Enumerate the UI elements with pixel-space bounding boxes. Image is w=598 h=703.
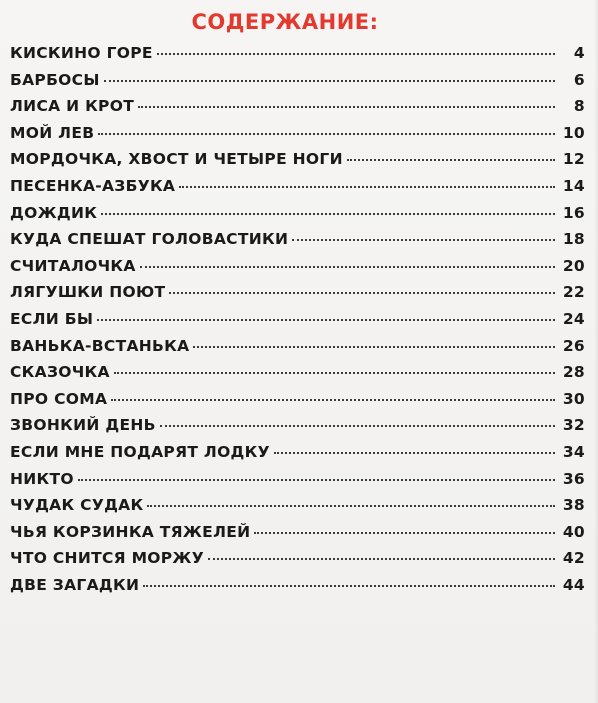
toc-entry	[10, 337, 585, 364]
table-of-contents	[10, 44, 585, 602]
toc-entry-title: ЕСЛИ МНЕ ПОДАРЯТ ЛОДКУ	[10, 442, 270, 461]
dot-leader	[138, 106, 555, 108]
toc-entry-title: ЛИСА И КРОТ	[10, 97, 135, 116]
toc-entry-title: МОРДОЧКА, ХВОСТ И ЧЕТЫРЕ НОГИ	[10, 150, 343, 169]
toc-page-number: 30	[562, 389, 585, 408]
toc-page-number: 18	[562, 230, 585, 249]
dot-leader	[274, 452, 555, 454]
toc-entry	[10, 71, 585, 98]
toc-page-number: 36	[562, 469, 585, 488]
toc-entry-title: ЗВОНКИЙ ДЕНЬ	[10, 416, 156, 435]
toc-page-number: 24	[562, 309, 585, 328]
toc-page-number: 44	[562, 575, 585, 594]
toc-page-number: 32	[562, 416, 585, 435]
toc-entry	[10, 576, 585, 603]
toc-entry	[10, 470, 585, 497]
dot-leader	[193, 346, 555, 348]
toc-entry	[10, 150, 585, 177]
toc-entry	[10, 443, 585, 470]
dot-leader	[169, 292, 555, 294]
toc-entry-title: ЛЯГУШКИ ПОЮТ	[10, 283, 166, 302]
dot-leader	[97, 319, 555, 321]
dot-leader	[140, 266, 555, 268]
toc-entry	[10, 44, 585, 71]
toc-page-number: 38	[562, 496, 585, 515]
toc-entry	[10, 177, 585, 204]
toc-entry	[10, 496, 585, 523]
toc-page-number: 42	[562, 549, 585, 568]
toc-entry-title: СЧИТАЛОЧКА	[10, 256, 136, 275]
toc-entry	[10, 390, 585, 417]
contents-heading: СОДЕРЖАНИЕ:	[191, 10, 379, 34]
dot-leader	[292, 239, 555, 241]
toc-entry	[10, 523, 585, 550]
toc-entry	[10, 204, 585, 231]
dot-leader	[78, 479, 555, 481]
page-edge-shadow	[594, 0, 598, 703]
toc-page-number: 26	[562, 336, 585, 355]
dot-leader	[111, 399, 555, 401]
dot-leader	[143, 585, 555, 587]
toc-page-number: 20	[562, 256, 585, 275]
toc-page-number: 12	[562, 150, 585, 169]
toc-entry-title: ЧТО СНИТСЯ МОРЖУ	[10, 549, 204, 568]
toc-entry-title: ЕСЛИ БЫ	[10, 309, 94, 328]
toc-page-number: 14	[562, 176, 585, 195]
toc-page-number: 22	[562, 283, 585, 302]
toc-page-number: 10	[562, 123, 585, 142]
dot-leader	[160, 425, 555, 427]
toc-entry	[10, 97, 585, 124]
dot-leader	[208, 558, 555, 560]
toc-entry-title: ДВЕ ЗАГАДКИ	[10, 575, 140, 594]
dot-leader	[179, 186, 555, 188]
toc-entry-title: ЧЬЯ КОРЗИНКА ТЯЖЕЛЕЙ	[10, 522, 251, 541]
toc-entry-title: МОЙ ЛЕВ	[10, 123, 95, 142]
toc-page-number: 8	[573, 97, 585, 116]
toc-entry-title: ПЕСЕНКА-АЗБУКА	[10, 176, 176, 195]
toc-entry-title: КИСКИНО ГОРЕ	[10, 44, 153, 62]
toc-page-number: 40	[562, 522, 585, 541]
dot-leader	[104, 80, 555, 82]
dot-leader	[101, 213, 555, 215]
toc-page-number: 34	[562, 442, 585, 461]
toc-page-number: 28	[562, 363, 585, 382]
toc-entry	[10, 310, 585, 337]
toc-entry-title: НИКТО	[10, 469, 74, 488]
dot-leader	[114, 372, 555, 374]
toc-entry	[10, 363, 585, 390]
toc-entry-title: СКАЗОЧКА	[10, 363, 110, 382]
dot-leader	[147, 505, 555, 507]
toc-entry-title: БАРБОСЫ	[10, 70, 100, 89]
dot-leader	[157, 53, 555, 55]
toc-page-number: 16	[562, 203, 585, 222]
toc-entry	[10, 257, 585, 284]
toc-entry-title: КУДА СПЕШАТ ГОЛОВАСТИКИ	[10, 230, 289, 249]
toc-entry-title: ПРО СОМА	[10, 389, 108, 408]
toc-entry	[10, 124, 585, 151]
toc-entry	[10, 549, 585, 576]
toc-entry	[10, 283, 585, 310]
toc-entry-title: ДОЖДИК	[10, 203, 98, 222]
toc-page-number: 6	[573, 70, 585, 89]
toc-entry-title: ЧУДАК СУДАК	[10, 496, 144, 515]
toc-entry-title: ВАНЬКА-ВСТАНЬКА	[10, 336, 190, 355]
dot-leader	[254, 532, 555, 534]
toc-entry	[10, 416, 585, 443]
toc-entry	[10, 230, 585, 257]
dot-leader	[347, 159, 555, 161]
dot-leader	[98, 133, 555, 135]
toc-page-number: 4	[573, 44, 585, 62]
